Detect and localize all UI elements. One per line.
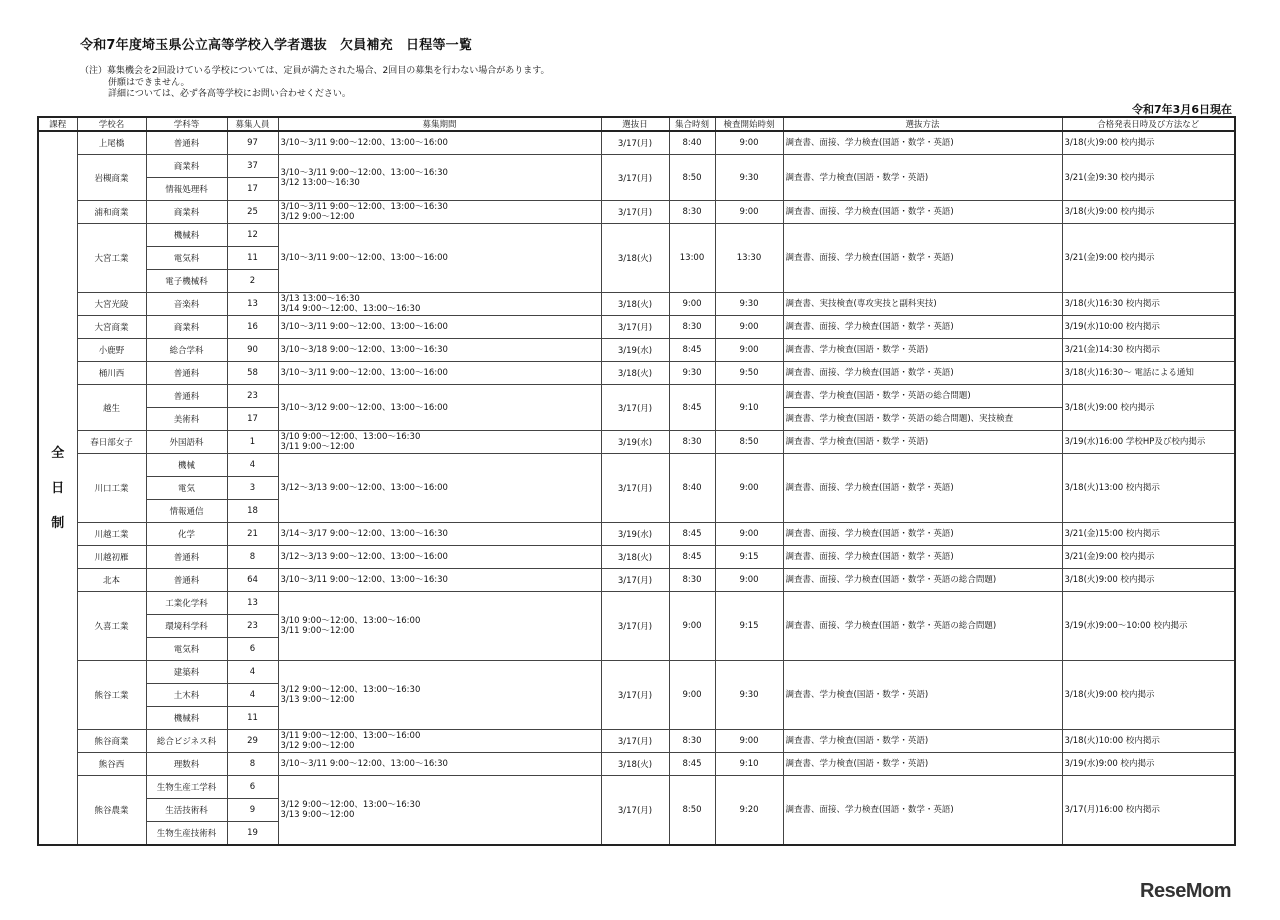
capacity: 29 (227, 730, 278, 753)
result-announcement: 3/18(火)9:00 校内掲示 (1062, 385, 1235, 431)
text-line: 3/10～3/11 9:00～12:00、13:00～16:30 (280, 202, 448, 212)
application-period (278, 155, 601, 201)
department: 商業科 (146, 201, 227, 224)
table-row (38, 592, 1235, 615)
application-period (278, 224, 601, 293)
department: 情報処理科 (146, 178, 227, 201)
application-period (278, 454, 601, 523)
gather-time: 9:30 (669, 362, 715, 385)
department: 建築科 (146, 661, 227, 684)
exam-start-time: 9:00 (715, 454, 783, 523)
table-row (38, 385, 1235, 408)
selection-method: 調査書、学力検査(国語・数学・英語) (783, 730, 1062, 753)
selection-method: 調査書、面接、学力検査(国語・数学・英語の総合問題) (783, 592, 1062, 661)
selection-date: 3/18(火) (601, 362, 669, 385)
text-line: 3/13 13:00～16:30 (280, 294, 360, 304)
result-announcement: 3/18(火)13:00 校内掲示 (1062, 454, 1235, 523)
selection-method: 調査書、学力検査(国語・数学・英語) (783, 155, 1062, 201)
text-line: 3/14 9:00～12:00、13:00～16:30 (280, 304, 421, 314)
selection-method: 調査書、面接、学力検査(国語・数学・英語) (783, 776, 1062, 846)
table-row (38, 293, 1235, 316)
table-row (38, 730, 1235, 753)
selection-date: 3/17(月) (601, 201, 669, 224)
course-char: 日 (51, 480, 65, 496)
text-line: 3/10～3/11 9:00～12:00、13:00～16:00 (280, 368, 448, 378)
text-line: 3/10～3/18 9:00～12:00、13:00～16:30 (280, 345, 448, 355)
capacity: 17 (227, 178, 278, 201)
result-announcement: 3/18(火)10:00 校内掲示 (1062, 730, 1235, 753)
department: 総合ビジネス科 (146, 730, 227, 753)
text-line: 3/10 9:00～12:00、13:00～16:00 (280, 616, 421, 626)
table-row (38, 546, 1235, 569)
result-announcement: 3/21(金)9:30 校内掲示 (1062, 155, 1235, 201)
exam-start-time: 9:10 (715, 753, 783, 776)
application-period (278, 546, 601, 569)
exam-start-time: 13:30 (715, 224, 783, 293)
capacity: 23 (227, 385, 278, 408)
department: 外国語科 (146, 431, 227, 454)
gather-time: 8:45 (669, 523, 715, 546)
selection-method: 調査書、実技検査(専攻実技と副科実技) (783, 293, 1062, 316)
application-period (278, 661, 601, 730)
application-period (278, 776, 601, 846)
result-announcement: 3/19(水)9:00 校内掲示 (1062, 753, 1235, 776)
text-line: 3/10～3/11 9:00～12:00、13:00～16:00 (280, 138, 448, 148)
column-header: 学科等 (146, 117, 227, 131)
gather-time: 8:30 (669, 569, 715, 592)
capacity: 17 (227, 408, 278, 431)
column-header: 合格発表日時及び方法など (1062, 117, 1235, 131)
department: 普通科 (146, 569, 227, 592)
selection-date: 3/17(月) (601, 776, 669, 846)
exam-start-time: 9:30 (715, 293, 783, 316)
selection-date: 3/17(月) (601, 661, 669, 730)
capacity: 37 (227, 155, 278, 178)
exam-start-time: 8:50 (715, 431, 783, 454)
column-header: 集合時刻 (669, 117, 715, 131)
selection-date: 3/18(火) (601, 293, 669, 316)
capacity: 12 (227, 224, 278, 247)
column-header: 課程 (38, 117, 77, 131)
exam-start-time: 9:00 (715, 523, 783, 546)
gather-time: 9:00 (669, 293, 715, 316)
selection-date: 3/17(月) (601, 385, 669, 431)
school-name: 岩槻商業 (77, 155, 146, 201)
capacity: 19 (227, 822, 278, 846)
capacity: 4 (227, 684, 278, 707)
selection-method: 調査書、面接、学力検査(国語・数学・英語) (783, 523, 1062, 546)
gather-time: 8:45 (669, 546, 715, 569)
department: 商業科 (146, 316, 227, 339)
capacity: 2 (227, 270, 278, 293)
school-name: 小鹿野 (77, 339, 146, 362)
text-line: 3/11 9:00～12:00 (280, 626, 355, 636)
gather-time: 8:30 (669, 431, 715, 454)
table-row (38, 316, 1235, 339)
department: 普通科 (146, 131, 227, 155)
school-name: 桶川西 (77, 362, 146, 385)
result-announcement: 3/18(火)9:00 校内掲示 (1062, 661, 1235, 730)
selection-date: 3/19(水) (601, 523, 669, 546)
school-name: 熊谷農業 (77, 776, 146, 846)
text-line: 3/10～3/11 9:00～12:00、13:00～16:00 (280, 253, 448, 263)
table-row (38, 454, 1235, 477)
application-period (278, 385, 601, 431)
result-announcement: 3/19(水)16:00 学校HP及び校内掲示 (1062, 431, 1235, 454)
department: 生物生産技術科 (146, 822, 227, 846)
text-line: 3/10～3/11 9:00～12:00、13:00～16:00 (280, 322, 448, 332)
exam-start-time: 9:00 (715, 569, 783, 592)
department: 化学 (146, 523, 227, 546)
department: 美術科 (146, 408, 227, 431)
school-name: 春日部女子 (77, 431, 146, 454)
department: 土木科 (146, 684, 227, 707)
application-period (278, 316, 601, 339)
exam-start-time: 9:00 (715, 339, 783, 362)
exam-start-time: 9:30 (715, 155, 783, 201)
page-title: 令和7年度埼玉県公立高等学校入学者選抜 欠員補充 日程等一覧 (80, 38, 473, 53)
column-header: 学校名 (77, 117, 146, 131)
gather-time: 8:30 (669, 316, 715, 339)
table-row (38, 569, 1235, 592)
gather-time: 8:50 (669, 155, 715, 201)
capacity: 6 (227, 776, 278, 799)
result-announcement: 3/21(金)15:00 校内掲示 (1062, 523, 1235, 546)
text-line: 3/14～3/17 9:00～12:00、13:00～16:30 (280, 529, 448, 539)
capacity: 64 (227, 569, 278, 592)
department: 機械科 (146, 707, 227, 730)
school-name: 久喜工業 (77, 592, 146, 661)
text-line: 3/13 9:00～12:00 (280, 810, 355, 820)
application-period (278, 201, 601, 224)
application-period (278, 293, 601, 316)
result-announcement: 3/21(金)9:00 校内掲示 (1062, 546, 1235, 569)
department: 電気科 (146, 638, 227, 661)
exam-start-time: 9:00 (715, 131, 783, 155)
table-row (38, 201, 1235, 224)
school-name: 上尾橋 (77, 131, 146, 155)
capacity: 4 (227, 454, 278, 477)
department: 機械 (146, 454, 227, 477)
result-announcement: 3/19(水)9:00～10:00 校内掲示 (1062, 592, 1235, 661)
result-announcement: 3/18(火)16:30～ 電話による通知 (1062, 362, 1235, 385)
school-name: 川口工業 (77, 454, 146, 523)
selection-method: 調査書、学力検査(国語・数学・英語) (783, 339, 1062, 362)
selection-method: 調査書、学力検査(国語・数学・英語の総合問題)、実技検査 (783, 408, 1062, 431)
selection-method: 調査書、面接、学力検査(国語・数学・英語) (783, 201, 1062, 224)
selection-method: 調査書、学力検査(国語・数学・英語) (783, 661, 1062, 730)
department: 情報通信 (146, 500, 227, 523)
table-row (38, 131, 1235, 155)
column-header: 検査開始時刻 (715, 117, 783, 131)
department: 商業科 (146, 155, 227, 178)
selection-date: 3/18(火) (601, 753, 669, 776)
selection-method: 調査書、面接、学力検査(国語・数学・英語) (783, 454, 1062, 523)
result-announcement: 3/18(火)9:00 校内掲示 (1062, 131, 1235, 155)
capacity: 58 (227, 362, 278, 385)
selection-date: 3/17(月) (601, 155, 669, 201)
capacity: 8 (227, 546, 278, 569)
table-row (38, 753, 1235, 776)
gather-time: 8:30 (669, 730, 715, 753)
school-name: 大宮商業 (77, 316, 146, 339)
gather-time: 8:40 (669, 131, 715, 155)
school-name: 熊谷工業 (77, 661, 146, 730)
table-row (38, 661, 1235, 684)
gather-time: 8:40 (669, 454, 715, 523)
school-name: 大宮光陵 (77, 293, 146, 316)
text-line: 3/10～3/11 9:00～12:00、13:00～16:30 (280, 759, 448, 769)
capacity: 21 (227, 523, 278, 546)
selection-date: 3/17(月) (601, 316, 669, 339)
result-announcement: 3/18(火)9:00 校内掲示 (1062, 569, 1235, 592)
selection-date: 3/18(火) (601, 224, 669, 293)
application-period (278, 362, 601, 385)
gather-time: 8:45 (669, 339, 715, 362)
exam-start-time: 9:00 (715, 316, 783, 339)
capacity: 11 (227, 707, 278, 730)
selection-method: 調査書、学力検査(国語・数学・英語) (783, 753, 1062, 776)
department: 電気 (146, 477, 227, 500)
capacity: 13 (227, 592, 278, 615)
course-cell (38, 131, 77, 845)
table-row (38, 224, 1235, 247)
capacity: 23 (227, 615, 278, 638)
note-line: 併願はできません。 (108, 77, 190, 88)
department: 普通科 (146, 546, 227, 569)
capacity: 90 (227, 339, 278, 362)
department: 普通科 (146, 385, 227, 408)
selection-method: 調査書、面接、学力検査(国語・数学・英語) (783, 546, 1062, 569)
selection-method: 調査書、面接、学力検査(国語・数学・英語) (783, 224, 1062, 293)
capacity: 8 (227, 753, 278, 776)
application-period (278, 730, 601, 753)
capacity: 6 (227, 638, 278, 661)
table-row (38, 155, 1235, 178)
result-announcement: 3/18(火)9:00 校内掲示 (1062, 201, 1235, 224)
school-name: 北本 (77, 569, 146, 592)
department: 環境科学科 (146, 615, 227, 638)
school-name: 越生 (77, 385, 146, 431)
selection-date: 3/19(水) (601, 339, 669, 362)
capacity: 18 (227, 500, 278, 523)
exam-start-time: 9:15 (715, 546, 783, 569)
text-line: 3/12 9:00～12:00、13:00～16:30 (280, 800, 421, 810)
text-line: 3/10～3/11 9:00～12:00、13:00～16:30 (280, 575, 448, 585)
text-line: 3/12 9:00～12:00 (280, 741, 355, 751)
course-char: 制 (51, 515, 65, 531)
logo-text: Rese (1140, 880, 1186, 902)
department: 工業化学科 (146, 592, 227, 615)
text-line: 3/10 9:00～12:00、13:00～16:30 (280, 432, 421, 442)
gather-time: 8:45 (669, 753, 715, 776)
gather-time: 9:00 (669, 592, 715, 661)
column-header: 選抜日 (601, 117, 669, 131)
school-name: 熊谷商業 (77, 730, 146, 753)
table-row (38, 776, 1235, 799)
table-row (38, 431, 1235, 454)
capacity: 11 (227, 247, 278, 270)
table-row (38, 339, 1235, 362)
text-line: 3/12 9:00～12:00 (280, 212, 355, 222)
table-row (38, 362, 1235, 385)
column-header: 募集期間 (278, 117, 601, 131)
capacity: 13 (227, 293, 278, 316)
department: 生物生産工学科 (146, 776, 227, 799)
gather-time: 8:30 (669, 201, 715, 224)
application-period (278, 753, 601, 776)
selection-date: 3/17(月) (601, 592, 669, 661)
application-period (278, 569, 601, 592)
capacity: 1 (227, 431, 278, 454)
result-announcement: 3/17(月)16:00 校内掲示 (1062, 776, 1235, 846)
selection-method: 調査書、面接、学力検査(国語・数学・英語) (783, 131, 1062, 155)
school-name: 川越初雁 (77, 546, 146, 569)
application-period (278, 592, 601, 661)
schedule-table (37, 116, 1236, 846)
logo-text-accent: Mom (1185, 880, 1231, 902)
result-announcement: 3/18(火)16:30 校内掲示 (1062, 293, 1235, 316)
gather-time: 9:00 (669, 661, 715, 730)
text-line: 3/10～3/11 9:00～12:00、13:00～16:30 (280, 167, 448, 178)
header-row (38, 117, 1235, 131)
capacity: 4 (227, 661, 278, 684)
capacity: 25 (227, 201, 278, 224)
selection-method: 調査書、面接、学力検査(国語・数学・英語の総合問題) (783, 569, 1062, 592)
selection-method: 調査書、学力検査(国語・数学・英語の総合問題) (783, 385, 1062, 408)
capacity: 9 (227, 799, 278, 822)
department: 総合学科 (146, 339, 227, 362)
table-row (38, 523, 1235, 546)
gather-time: 8:45 (669, 385, 715, 431)
exam-start-time: 9:00 (715, 201, 783, 224)
note-line: 詳細については、必ず各高等学校にお問い合わせください。 (108, 89, 351, 99)
gather-time: 13:00 (669, 224, 715, 293)
department: 普通科 (146, 362, 227, 385)
column-header: 募集人員 (227, 117, 278, 131)
application-period (278, 339, 601, 362)
text-line: 3/12～3/13 9:00～12:00、13:00～16:00 (280, 552, 448, 562)
selection-date: 3/18(火) (601, 546, 669, 569)
school-name: 川越工業 (77, 523, 146, 546)
school-name: 浦和商業 (77, 201, 146, 224)
text-line: 3/13 9:00～12:00 (280, 695, 355, 705)
text-line: 3/12 13:00～16:30 (280, 177, 360, 188)
selection-date: 3/17(月) (601, 131, 669, 155)
selection-method: 調査書、面接、学力検査(国語・数学・英語) (783, 316, 1062, 339)
result-announcement: 3/21(金)9:00 校内掲示 (1062, 224, 1235, 293)
department: 音楽科 (146, 293, 227, 316)
selection-method: 調査書、学力検査(国語・数学・英語) (783, 431, 1062, 454)
text-line: 3/12 9:00～12:00、13:00～16:30 (280, 685, 421, 695)
department: 生活技術科 (146, 799, 227, 822)
selection-date: 3/17(月) (601, 730, 669, 753)
application-period (278, 431, 601, 454)
text-line: 3/11 9:00～12:00 (280, 442, 355, 452)
note-line: （注）募集機会を2回設けている学校については、定員が満たされた場合、2回目の募集を行わない場合があります。 (80, 66, 550, 76)
application-period (278, 523, 601, 546)
selection-date: 3/19(水) (601, 431, 669, 454)
course-char: 全 (51, 445, 65, 461)
department: 理数科 (146, 753, 227, 776)
selection-method: 調査書、面接、学力検査(国語・数学・英語) (783, 362, 1062, 385)
notes (80, 66, 550, 101)
as-of-date: 令和7年3月6日現在 (1132, 103, 1232, 116)
column-header: 選抜方法 (783, 117, 1062, 131)
department: 機械科 (146, 224, 227, 247)
text-line: 3/12～3/13 9:00～12:00、13:00～16:00 (280, 483, 448, 493)
capacity: 97 (227, 131, 278, 155)
resemom-logo (1140, 880, 1231, 903)
capacity: 3 (227, 477, 278, 500)
exam-start-time: 9:30 (715, 661, 783, 730)
exam-start-time: 9:20 (715, 776, 783, 846)
gather-time: 8:50 (669, 776, 715, 846)
exam-start-time: 9:10 (715, 385, 783, 431)
exam-start-time: 9:00 (715, 730, 783, 753)
result-announcement: 3/21(金)14:30 校内掲示 (1062, 339, 1235, 362)
capacity: 16 (227, 316, 278, 339)
selection-date: 3/17(月) (601, 569, 669, 592)
exam-start-time: 9:15 (715, 592, 783, 661)
school-name: 熊谷西 (77, 753, 146, 776)
department: 電子機械科 (146, 270, 227, 293)
exam-start-time: 9:50 (715, 362, 783, 385)
school-name: 大宮工業 (77, 224, 146, 293)
text-line: 3/10～3/12 9:00～12:00、13:00～16:00 (280, 402, 448, 413)
application-period (278, 131, 601, 155)
result-announcement: 3/19(水)10:00 校内掲示 (1062, 316, 1235, 339)
text-line: 3/11 9:00～12:00、13:00～16:00 (280, 731, 421, 741)
selection-date: 3/17(月) (601, 454, 669, 523)
department: 電気科 (146, 247, 227, 270)
